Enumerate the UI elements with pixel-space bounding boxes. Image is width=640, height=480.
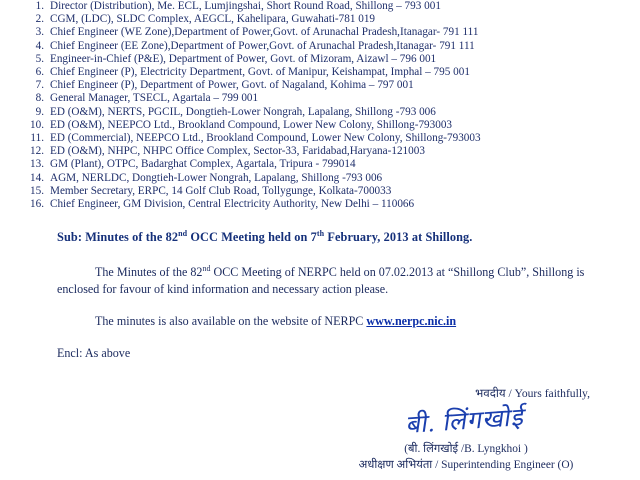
paragraph-website: [0, 313, 640, 330]
signature-ink: बी. लिंगखोई: [404, 403, 527, 440]
list-item-number: 4.: [35, 39, 44, 52]
list-item: [30, 185, 622, 198]
address-list: [0, 0, 640, 211]
subject-ordinal-1: nd: [178, 229, 188, 239]
subject-text-after: February, 2013 at Shillong.: [324, 230, 473, 245]
nerpc-website-link[interactable]: www.nerpc.nic.in: [366, 314, 457, 329]
list-item: [30, 145, 622, 158]
list-item-number: 7.: [35, 79, 44, 92]
paragraph-website-text: The minutes is also available on the website of NERPC: [95, 314, 367, 329]
list-item: [30, 198, 622, 211]
subject-label: Sub:: [57, 230, 83, 245]
list-item-number: 9.: [35, 105, 44, 118]
signature-block: [316, 386, 616, 472]
list-item-text: Member Secretary, ERPC, 14 Golf Club Road, Tollygunge, Kolkata-700033: [50, 184, 392, 197]
list-item-text: ED (O&M), NHPC, NHPC Office Complex, Sector-33, Faridabad,Haryana-121003: [50, 145, 425, 158]
handwritten-signature: [316, 401, 616, 441]
list-item: [30, 53, 622, 66]
list-item-number: 10.: [30, 118, 44, 131]
enclosure-note: Encl: As above: [57, 346, 131, 361]
list-item-number: 16.: [30, 198, 44, 211]
subject-line: [0, 229, 640, 245]
list-item-text: GM (Plant), OTPC, Badarghat Complex, Agartala, Tripura - 799014: [50, 158, 356, 171]
list-item-text: Director (Distribution), Me. ECL, Lumjingshai, Short Round Road, Shillong – 793 001: [50, 0, 441, 12]
list-item-number: 1.: [35, 0, 44, 12]
list-item-number: 15.: [30, 184, 44, 197]
list-item-text: ED (O&M), NEEPCO Ltd., Brookland Compound, Lower New Colony, Shillong-793003: [50, 118, 453, 131]
list-item: [30, 0, 622, 13]
signatory-designation: अधीक्षण अभियंता / Superintending Engineer (O): [358, 459, 574, 471]
list-item: [30, 132, 622, 145]
subject-ordinal-2: th: [316, 229, 325, 239]
list-item: [30, 106, 622, 119]
list-item: [30, 92, 622, 105]
list-item-number: 6.: [35, 66, 44, 79]
list-item-text: Chief Engineer (P), Electricity Department, Govt. of Manipur, Keishampat, Imphal – 795 001: [50, 66, 470, 79]
paragraph-part2: OCC Meeting of NERPC held on 07.02.2013 at “Shillong Club”, Shillong is enclosed for favour of kind information and necessary action please.: [57, 265, 585, 297]
list-item-text: Engineer-in-Chief (P&E), Department of Power, Govt. of Mizoram, Aizawl – 796 001: [50, 52, 437, 65]
list-item-number: 14.: [30, 171, 44, 184]
list-item-text: Chief Engineer (P), Department of Power, Govt. of Nagaland, Kohima – 797 001: [50, 79, 414, 92]
list-item: [30, 158, 622, 171]
list-item-number: 2.: [35, 13, 44, 26]
subject-text-before: Minutes of the 82: [85, 230, 179, 245]
list-item: [30, 119, 622, 132]
list-item: [30, 26, 622, 39]
list-item-text: General Manager, TSECL, Agartala – 799 001: [50, 92, 259, 105]
list-item-number: 5.: [35, 52, 44, 65]
yours-faithfully-text: भवदीय / Yours faithfully,: [475, 387, 590, 400]
subject-text-mid: OCC Meeting held on 7: [187, 230, 317, 245]
list-item-text: AGM, NERLDC, Dongtieh-Lower Nongrah, Lapalang, Shillong -793 006: [50, 171, 383, 184]
list-item: [30, 172, 622, 185]
list-item-text: CGM, (LDC), SLDC Complex, AEGCL, Kahelipara, Guwahati-781 019: [50, 13, 376, 26]
list-item: [30, 79, 622, 92]
paragraph-ordinal: nd: [202, 264, 211, 274]
list-item-number: 13.: [30, 158, 44, 171]
list-item-text: Chief Engineer, GM Division, Central Electricity Authority, New Delhi – 110066: [50, 198, 415, 211]
paragraph-minutes: [0, 260, 640, 298]
list-item: [30, 40, 622, 53]
list-item-number: 8.: [35, 92, 44, 105]
list-item-text: ED (O&M), NERTS, PGCIL, Dongtieh-Lower Nongrah, Lapalang, Shillong -793 006: [50, 105, 436, 118]
list-item: [30, 66, 622, 79]
list-item-text: ED (Commercial), NEEPCO Ltd., Brookland Compound, Lower New Colony, Shillong-793003: [50, 132, 481, 145]
list-item-text: Chief Engineer (EE Zone),Department of Power,Govt. of Arunachal Pradesh,Itanagar- 791 111: [50, 39, 475, 52]
paragraph-part1: The Minutes of the 82: [95, 265, 203, 280]
signatory-name: (बी. लिंगखोई /B. Lyngkhoi ): [404, 443, 528, 455]
list-item-number: 12.: [30, 145, 44, 158]
list-item-number: 11.: [30, 132, 44, 145]
list-item-text: Chief Engineer (WE Zone),Department of Power,Govt. of Arunachal Pradesh,Itanagar- 791 111: [50, 26, 479, 39]
list-item: [30, 13, 622, 26]
list-item-number: 3.: [35, 26, 44, 39]
